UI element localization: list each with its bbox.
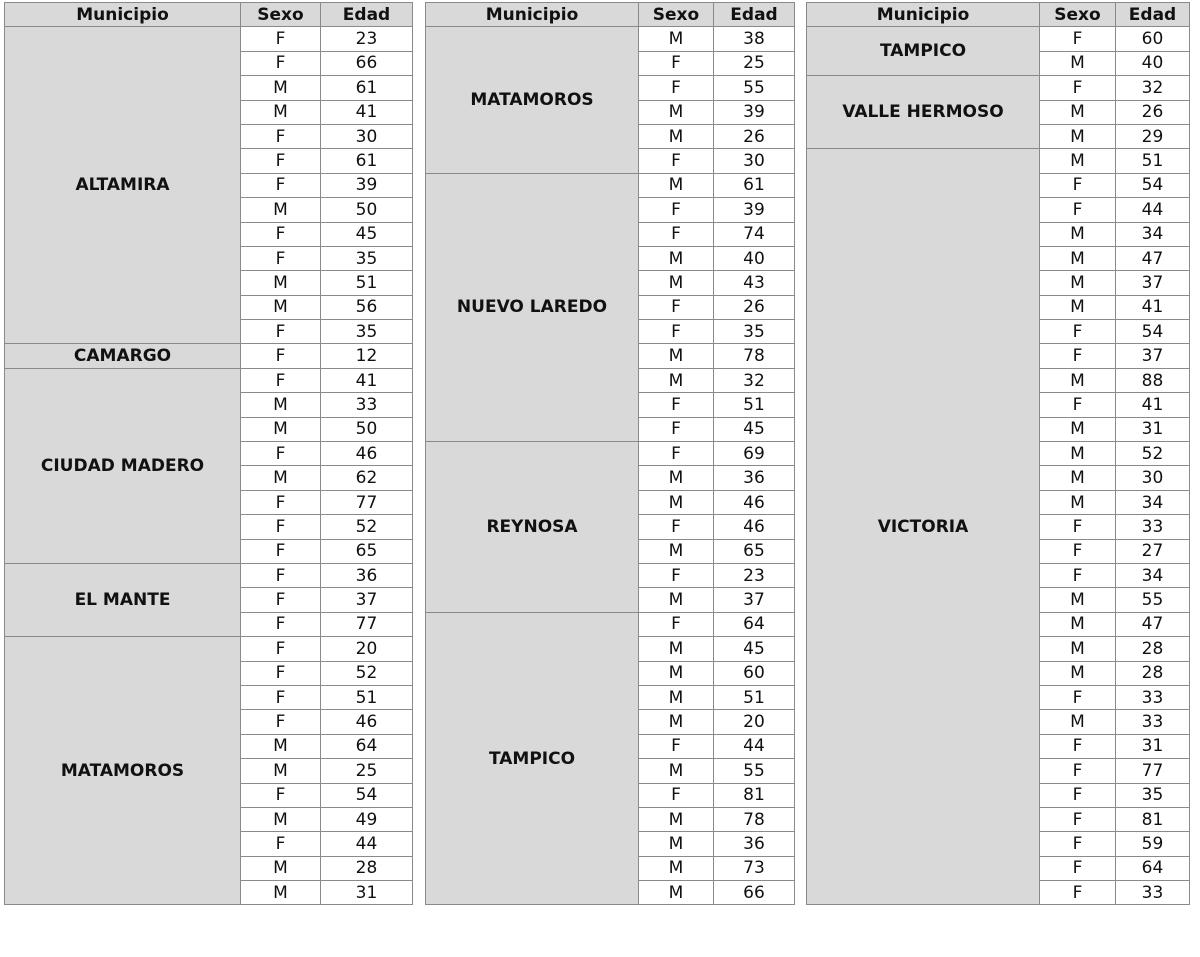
sexo-cell: F <box>241 612 321 636</box>
edad-cell: 51 <box>714 685 795 709</box>
municipio-cell: EL MANTE <box>5 563 241 636</box>
sexo-cell: F <box>1040 344 1116 368</box>
edad-cell: 73 <box>714 856 795 880</box>
edad-cell: 34 <box>1116 222 1190 246</box>
edad-cell: 37 <box>714 588 795 612</box>
edad-cell: 35 <box>321 320 413 344</box>
edad-cell: 78 <box>714 807 795 831</box>
edad-cell: 41 <box>321 100 413 124</box>
edad-cell: 51 <box>1116 149 1190 173</box>
sexo-cell: F <box>1040 563 1116 587</box>
table-row <box>426 27 795 51</box>
sexo-cell: M <box>639 368 714 392</box>
sexo-cell: F <box>241 539 321 563</box>
edad-cell: 31 <box>1116 734 1190 758</box>
edad-cell: 28 <box>1116 637 1190 661</box>
header-municipio: Municipio <box>807 3 1040 27</box>
edad-cell: 50 <box>321 198 413 222</box>
sexo-cell: M <box>1040 490 1116 514</box>
sexo-cell: F <box>241 246 321 270</box>
sexo-cell: F <box>1040 832 1116 856</box>
edad-cell: 45 <box>321 222 413 246</box>
sexo-cell: F <box>1040 393 1116 417</box>
sexo-cell: F <box>639 320 714 344</box>
table-row <box>807 149 1190 173</box>
sexo-cell: F <box>639 417 714 441</box>
header-edad: Edad <box>321 3 413 27</box>
sexo-cell: M <box>639 173 714 197</box>
edad-cell: 64 <box>714 612 795 636</box>
edad-cell: 25 <box>714 51 795 75</box>
sexo-cell: M <box>1040 246 1116 270</box>
edad-cell: 69 <box>714 442 795 466</box>
sexo-cell: F <box>241 588 321 612</box>
sexo-cell: M <box>639 344 714 368</box>
edad-cell: 65 <box>321 539 413 563</box>
edad-cell: 28 <box>1116 661 1190 685</box>
table-row <box>5 637 413 661</box>
sexo-cell: F <box>1040 759 1116 783</box>
sexo-cell: M <box>639 637 714 661</box>
edad-cell: 26 <box>714 124 795 148</box>
edad-cell: 20 <box>714 710 795 734</box>
sexo-cell: M <box>241 393 321 417</box>
table-body <box>5 27 413 905</box>
sexo-cell: M <box>639 661 714 685</box>
sexo-cell: F <box>639 222 714 246</box>
edad-cell: 44 <box>321 832 413 856</box>
edad-cell: 46 <box>321 442 413 466</box>
edad-cell: 44 <box>1116 198 1190 222</box>
sexo-cell: M <box>241 881 321 905</box>
table-row <box>5 27 413 51</box>
sexo-cell: M <box>639 759 714 783</box>
sexo-cell: F <box>241 515 321 539</box>
sexo-cell: F <box>1040 76 1116 100</box>
edad-cell: 52 <box>321 661 413 685</box>
municipio-cell: CAMARGO <box>5 344 241 368</box>
sexo-cell: F <box>241 51 321 75</box>
sexo-cell: F <box>1040 685 1116 709</box>
header-sexo: Sexo <box>639 3 714 27</box>
municipio-cell: NUEVO LAREDO <box>426 173 639 441</box>
sexo-cell: F <box>1040 539 1116 563</box>
sexo-cell: M <box>241 856 321 880</box>
sexo-cell: F <box>241 344 321 368</box>
edad-cell: 23 <box>321 27 413 51</box>
edad-cell: 52 <box>1116 442 1190 466</box>
sexo-cell: M <box>241 417 321 441</box>
sexo-cell: F <box>1040 807 1116 831</box>
sexo-cell: F <box>241 710 321 734</box>
edad-cell: 37 <box>321 588 413 612</box>
edad-cell: 39 <box>714 100 795 124</box>
edad-cell: 74 <box>714 222 795 246</box>
edad-cell: 64 <box>1116 856 1190 880</box>
edad-cell: 62 <box>321 466 413 490</box>
sexo-cell: M <box>241 759 321 783</box>
sexo-cell: M <box>241 807 321 831</box>
sexo-cell: M <box>241 100 321 124</box>
sexo-cell: F <box>1040 856 1116 880</box>
edad-cell: 47 <box>1116 246 1190 270</box>
sexo-cell: M <box>1040 637 1116 661</box>
municipio-cell: TAMPICO <box>426 612 639 905</box>
edad-cell: 20 <box>321 637 413 661</box>
edad-cell: 81 <box>1116 807 1190 831</box>
header-municipio: Municipio <box>426 3 639 27</box>
edad-cell: 34 <box>1116 490 1190 514</box>
edad-cell: 40 <box>714 246 795 270</box>
edad-cell: 33 <box>1116 881 1190 905</box>
edad-cell: 32 <box>1116 76 1190 100</box>
sexo-cell: F <box>241 27 321 51</box>
sexo-cell: M <box>1040 710 1116 734</box>
sexo-cell: F <box>241 637 321 661</box>
sexo-cell: M <box>1040 368 1116 392</box>
edad-cell: 41 <box>321 368 413 392</box>
edad-cell: 26 <box>714 295 795 319</box>
edad-cell: 88 <box>1116 368 1190 392</box>
edad-cell: 50 <box>321 417 413 441</box>
sexo-cell: M <box>241 734 321 758</box>
sexo-cell: F <box>1040 881 1116 905</box>
header-row <box>426 3 795 27</box>
edad-cell: 33 <box>1116 515 1190 539</box>
sexo-cell: F <box>241 173 321 197</box>
table-row <box>426 173 795 197</box>
municipio-cell: VALLE HERMOSO <box>807 76 1040 149</box>
sexo-cell: M <box>639 124 714 148</box>
sexo-cell: F <box>241 124 321 148</box>
sexo-cell: F <box>241 149 321 173</box>
edad-cell: 30 <box>1116 466 1190 490</box>
header-edad: Edad <box>1116 3 1190 27</box>
sexo-cell: M <box>639 100 714 124</box>
edad-cell: 41 <box>1116 295 1190 319</box>
sexo-cell: F <box>639 295 714 319</box>
sexo-cell: M <box>1040 466 1116 490</box>
edad-cell: 31 <box>1116 417 1190 441</box>
edad-cell: 46 <box>321 710 413 734</box>
edad-cell: 56 <box>321 295 413 319</box>
edad-cell: 30 <box>321 124 413 148</box>
sexo-cell: F <box>241 222 321 246</box>
edad-cell: 60 <box>714 661 795 685</box>
sexo-cell: M <box>1040 100 1116 124</box>
edad-cell: 65 <box>714 539 795 563</box>
edad-cell: 38 <box>714 27 795 51</box>
municipio-cell: TAMPICO <box>807 27 1040 76</box>
sexo-cell: M <box>639 246 714 270</box>
edad-cell: 32 <box>714 368 795 392</box>
municipio-cell: CIUDAD MADERO <box>5 368 241 563</box>
sexo-cell: M <box>639 271 714 295</box>
edad-cell: 30 <box>714 149 795 173</box>
table-body <box>807 27 1190 905</box>
header-row <box>5 3 413 27</box>
sexo-cell: M <box>241 466 321 490</box>
edad-cell: 61 <box>321 76 413 100</box>
edad-cell: 47 <box>1116 612 1190 636</box>
edad-cell: 35 <box>714 320 795 344</box>
edad-cell: 45 <box>714 637 795 661</box>
sexo-cell: F <box>639 393 714 417</box>
data-table-3 <box>806 2 1190 905</box>
municipio-cell: VICTORIA <box>807 149 1040 905</box>
sexo-cell: F <box>1040 173 1116 197</box>
sexo-cell: M <box>241 198 321 222</box>
table-row <box>807 76 1190 100</box>
table-body <box>426 27 795 905</box>
sexo-cell: M <box>639 27 714 51</box>
sexo-cell: F <box>1040 320 1116 344</box>
edad-cell: 31 <box>321 881 413 905</box>
edad-cell: 35 <box>1116 783 1190 807</box>
sexo-cell: M <box>241 271 321 295</box>
sexo-cell: F <box>639 76 714 100</box>
table-row <box>5 344 413 368</box>
sexo-cell: F <box>639 563 714 587</box>
municipio-cell: MATAMOROS <box>426 27 639 173</box>
edad-cell: 51 <box>321 685 413 709</box>
sexo-cell: M <box>1040 612 1116 636</box>
sexo-cell: F <box>241 685 321 709</box>
edad-cell: 61 <box>714 173 795 197</box>
header-edad: Edad <box>714 3 795 27</box>
edad-cell: 59 <box>1116 832 1190 856</box>
sexo-cell: M <box>639 807 714 831</box>
sexo-cell: F <box>639 734 714 758</box>
sexo-cell: F <box>1040 783 1116 807</box>
sexo-cell: M <box>639 685 714 709</box>
edad-cell: 54 <box>1116 173 1190 197</box>
edad-cell: 36 <box>321 563 413 587</box>
edad-cell: 28 <box>321 856 413 880</box>
sexo-cell: M <box>1040 271 1116 295</box>
edad-cell: 52 <box>321 515 413 539</box>
edad-cell: 39 <box>714 198 795 222</box>
edad-cell: 35 <box>321 246 413 270</box>
data-table-1 <box>4 2 413 905</box>
table-row <box>807 27 1190 51</box>
sexo-cell: M <box>639 856 714 880</box>
sexo-cell: M <box>1040 295 1116 319</box>
sexo-cell: F <box>639 442 714 466</box>
sexo-cell: M <box>639 539 714 563</box>
table-row <box>5 368 413 392</box>
edad-cell: 33 <box>321 393 413 417</box>
table-row <box>426 612 795 636</box>
edad-cell: 77 <box>321 490 413 514</box>
edad-cell: 36 <box>714 832 795 856</box>
sexo-cell: M <box>639 832 714 856</box>
edad-cell: 78 <box>714 344 795 368</box>
sexo-cell: F <box>639 783 714 807</box>
edad-cell: 44 <box>714 734 795 758</box>
edad-cell: 55 <box>714 759 795 783</box>
sexo-cell: F <box>241 661 321 685</box>
edad-cell: 46 <box>714 490 795 514</box>
sexo-cell: F <box>241 563 321 587</box>
edad-cell: 51 <box>714 393 795 417</box>
sexo-cell: M <box>1040 222 1116 246</box>
edad-cell: 26 <box>1116 100 1190 124</box>
edad-cell: 36 <box>714 466 795 490</box>
edad-cell: 54 <box>321 783 413 807</box>
sexo-cell: F <box>1040 515 1116 539</box>
sexo-cell: M <box>241 76 321 100</box>
sexo-cell: F <box>639 149 714 173</box>
sexo-cell: M <box>639 588 714 612</box>
header-municipio: Municipio <box>5 3 241 27</box>
sexo-cell: F <box>1040 27 1116 51</box>
sexo-cell: M <box>1040 149 1116 173</box>
edad-cell: 27 <box>1116 539 1190 563</box>
edad-cell: 43 <box>714 271 795 295</box>
sexo-cell: F <box>241 442 321 466</box>
sexo-cell: F <box>241 490 321 514</box>
sexo-cell: M <box>1040 51 1116 75</box>
sexo-cell: F <box>639 515 714 539</box>
edad-cell: 77 <box>321 612 413 636</box>
table-row <box>426 442 795 466</box>
edad-cell: 37 <box>1116 344 1190 368</box>
edad-cell: 39 <box>321 173 413 197</box>
edad-cell: 25 <box>321 759 413 783</box>
sexo-cell: F <box>241 783 321 807</box>
edad-cell: 61 <box>321 149 413 173</box>
data-table-2 <box>425 2 795 905</box>
sexo-cell: M <box>639 466 714 490</box>
edad-cell: 81 <box>714 783 795 807</box>
sexo-cell: F <box>639 51 714 75</box>
edad-cell: 45 <box>714 417 795 441</box>
sexo-cell: M <box>1040 588 1116 612</box>
edad-cell: 66 <box>714 881 795 905</box>
sexo-cell: M <box>639 710 714 734</box>
sexo-cell: M <box>1040 661 1116 685</box>
edad-cell: 77 <box>1116 759 1190 783</box>
sexo-cell: F <box>241 320 321 344</box>
municipio-cell: ALTAMIRA <box>5 27 241 344</box>
edad-cell: 66 <box>321 51 413 75</box>
edad-cell: 29 <box>1116 124 1190 148</box>
sexo-cell: M <box>1040 124 1116 148</box>
edad-cell: 54 <box>1116 320 1190 344</box>
header-row <box>807 3 1190 27</box>
edad-cell: 34 <box>1116 563 1190 587</box>
edad-cell: 37 <box>1116 271 1190 295</box>
edad-cell: 23 <box>714 563 795 587</box>
edad-cell: 60 <box>1116 27 1190 51</box>
sexo-cell: M <box>241 295 321 319</box>
sexo-cell: F <box>639 612 714 636</box>
sexo-cell: F <box>1040 734 1116 758</box>
sexo-cell: F <box>241 832 321 856</box>
municipio-cell: MATAMOROS <box>5 637 241 905</box>
sexo-cell: M <box>1040 442 1116 466</box>
header-sexo: Sexo <box>241 3 321 27</box>
edad-cell: 49 <box>321 807 413 831</box>
edad-cell: 46 <box>714 515 795 539</box>
sexo-cell: F <box>1040 198 1116 222</box>
table-row <box>5 563 413 587</box>
sexo-cell: F <box>639 198 714 222</box>
edad-cell: 40 <box>1116 51 1190 75</box>
sexo-cell: F <box>241 368 321 392</box>
edad-cell: 33 <box>1116 685 1190 709</box>
edad-cell: 12 <box>321 344 413 368</box>
sexo-cell: M <box>1040 417 1116 441</box>
sexo-cell: M <box>639 881 714 905</box>
edad-cell: 64 <box>321 734 413 758</box>
municipio-cell: REYNOSA <box>426 442 639 613</box>
edad-cell: 41 <box>1116 393 1190 417</box>
header-sexo: Sexo <box>1040 3 1116 27</box>
edad-cell: 55 <box>714 76 795 100</box>
sexo-cell: M <box>639 490 714 514</box>
edad-cell: 51 <box>321 271 413 295</box>
edad-cell: 33 <box>1116 710 1190 734</box>
edad-cell: 55 <box>1116 588 1190 612</box>
